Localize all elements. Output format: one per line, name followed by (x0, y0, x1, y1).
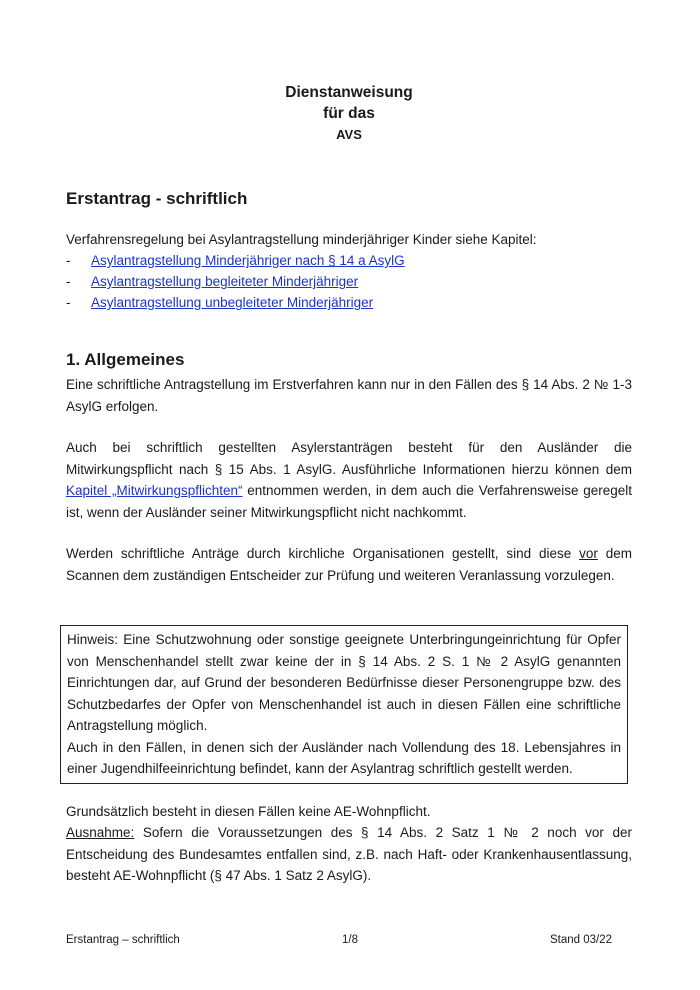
title-line-2: für das (323, 105, 375, 122)
link-mitwirkungspflichten[interactable]: Kapitel „Mitwirkungspflichten“ (66, 483, 243, 498)
paragraph-2 (66, 437, 632, 523)
underlined-word: vor (579, 546, 598, 561)
paragraph-5-text: Sofern die Voraussetzungen des § 14 Abs. 2 Satz 1 № 2 noch vor der Entscheidung des Bundesamtes entfallen sind, z.B. nach Haft- oder Krankenhausentlassung, besteht AE-Wohnpflicht (§ 47 Abs. 1 Satz 2 AsylG). (66, 825, 632, 883)
link-asyl-unbegleitete-minderjaehrige[interactable]: Asylantragstellung unbegleiteter Minderjähriger (91, 295, 374, 310)
document-page (66, 0, 632, 990)
link-asyl-begleitete-minderjaehrige[interactable]: Asylantragstellung begleiteter Minderjähriger (91, 274, 359, 289)
paragraph-3-text-b: dem Scannen dem zuständigen Entscheider zur Prüfung und weiteren Veranlassung vorzulegen. (66, 546, 632, 583)
paragraph-4: Grundsätzlich besteht in diesen Fällen keine AE-Wohnpflicht. (66, 804, 431, 819)
intro-text: Verfahrensregelung bei Asylantragstellung minderjähriger Kinder siehe Kapitel: (66, 232, 537, 247)
paragraph-2-text-a: Auch bei schriftlich gestellten Asylerstanträgen besteht für den Ausländer die Mitwirkungspflicht nach § 15 Abs. 1 AsylG. Ausführliche Informationen hierzu können dem (66, 440, 632, 477)
chapter-link-list (66, 250, 632, 313)
paragraph-1: Eine schriftliche Antragstellung im Erstverfahren kann nur in den Fällen des § 14 Abs. 2 № 1-3 AsylG erfolgen. (66, 377, 632, 414)
title-line-1: Dienstanweisung (285, 84, 413, 101)
footer-page-number: 1/8 (342, 934, 358, 946)
page-heading: Erstantrag - schriftlich (66, 189, 248, 208)
list-item (66, 292, 632, 313)
exception-label: Ausnahme: (66, 825, 135, 840)
hint-paragraph-2: Auch in den Fällen, in denen sich der Ausländer nach Vollendung des 18. Lebensjahres in einer Jugendhilfeeinrichtung befindet, kann der Asylantrag schriftlich gestellt werden. (67, 739, 621, 776)
hint-box (60, 625, 628, 784)
footer-version: Stand 03/22 (549, 934, 612, 946)
footer-title: Erstantrag – schriftlich (66, 934, 180, 946)
link-asyl-minderjaehrige-14a[interactable]: Asylantragstellung Minderjähriger nach § 14 a AsylG (91, 253, 405, 268)
hint-paragraph-1: Hinweis: Eine Schutzwohnung oder sonstige geeignete Unterbringungeinrichtung für Opfer von Menschenhandel stellt zwar keine der in § 14 Abs. 2 S. 1 № 2 AsylG genannten Einrichtungen dar, auf Grund der besonderen Bedürfnisse dieser Personengruppe bzw. des Schutzbedarfes der Opfer von Menschenhandel ist auch in diesen Fällen eine schriftliche Antragstellung möglich. (67, 632, 621, 733)
document-title (66, 82, 632, 146)
paragraph-3-text-a: Werden schriftliche Anträge durch kirchliche Organisationen gestellt, sind diese (66, 546, 580, 561)
section-heading-allgemeines: 1. Allgemeines (66, 350, 185, 369)
intro-section (66, 229, 632, 313)
list-dash: - (66, 253, 71, 268)
paragraph-3 (66, 543, 632, 586)
list-dash: - (66, 295, 71, 310)
paragraph-5 (66, 822, 632, 887)
list-item (66, 271, 632, 292)
list-dash: - (66, 274, 71, 289)
paragraph-2-text-b: entnommen werden, in dem auch die Verfahrensweise geregelt ist, wenn der Ausländer seiner Mitwirkungspflicht nicht nachkommt. (66, 483, 632, 520)
title-line-3: AVS (336, 127, 362, 142)
list-item (66, 250, 632, 271)
